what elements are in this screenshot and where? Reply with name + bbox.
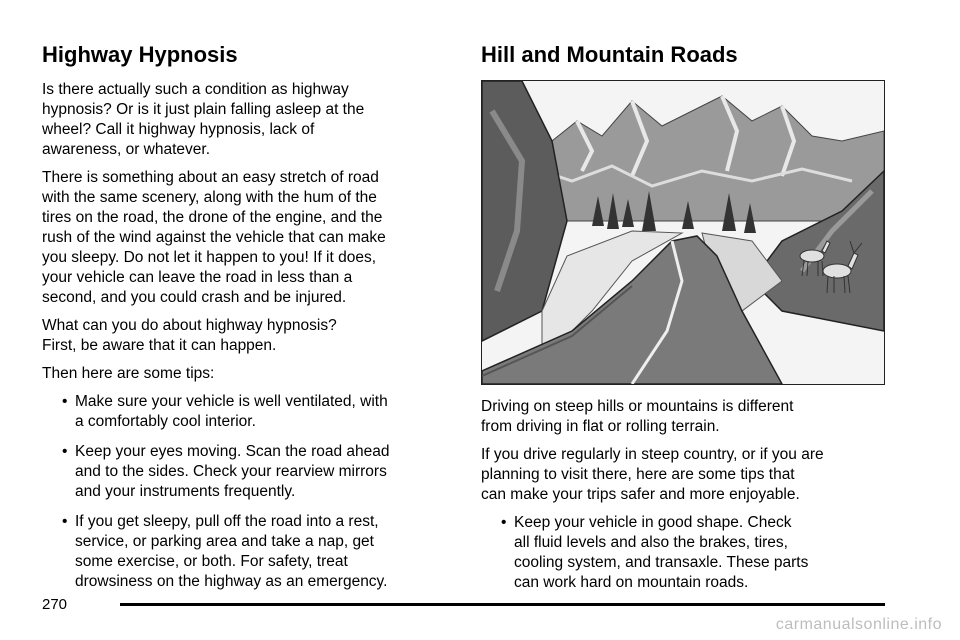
list-item: • Keep your vehicle in good shape. Check all fluid levels and also the brakes, tires, cooling system, and transaxle. These parts can work hard on mountain roads. xyxy=(481,513,901,593)
list-item: • Keep your eyes moving. Scan the road ahead and to the sides. Check your rearview mirrors and your instruments frequently. xyxy=(42,442,452,502)
paragraph-highway-hypnosis-question: What can you do about highway hypnosis? First, be aware that it can happen. xyxy=(42,317,337,354)
list-item: • If you get sleepy, pull off the road into a rest, service, or parking area and take a nap, get some exercise, or both. For safety, treat drowsiness on the highway as an emergency. xyxy=(42,512,452,592)
section-heading-hill-mountain-roads: Hill and Mountain Roads xyxy=(481,42,738,67)
watermark: carmanualsonline.info xyxy=(775,616,942,633)
paragraph-tips-intro: Then here are some tips: xyxy=(42,365,215,382)
paragraph-hill-intro: Driving on steep hills or mountains is different from driving in flat or rolling terrain. xyxy=(481,398,794,435)
mountain-road-illustration xyxy=(481,80,885,385)
list-item: • Make sure your vehicle is well ventilated, with a comfortably cool interior. xyxy=(42,392,452,432)
paragraph-highway-hypnosis-cause: There is something about an easy stretch of road with the same scenery, along with the hum of the tires on the road, the drone of the engine, and the rush of the wind against the vehicle that can make you sleepy. Do not let it happen to you! If it does, your vehicle can leave the road in less than a second, and you could crash and be injured. xyxy=(42,169,386,306)
left-column xyxy=(42,42,452,602)
footer-divider xyxy=(120,603,885,606)
section-heading-highway-hypnosis: Highway Hypnosis xyxy=(42,42,238,67)
paragraph-hill-tips-intro: If you drive regularly in steep country, or if you are planning to visit there, here are some tips that can make your trips safer and more enjoyable. xyxy=(481,446,824,503)
tips-list-highway xyxy=(42,392,452,592)
right-column xyxy=(481,42,901,603)
paragraph-highway-hypnosis-intro: Is there actually such a condition as highway hypnosis? Or is it just plain falling asleep at the wheel? Call it highway hypnosis, lack of awareness, or whatever. xyxy=(42,81,365,158)
tips-list-mountain xyxy=(481,513,901,593)
page-number: 270 xyxy=(42,596,68,613)
